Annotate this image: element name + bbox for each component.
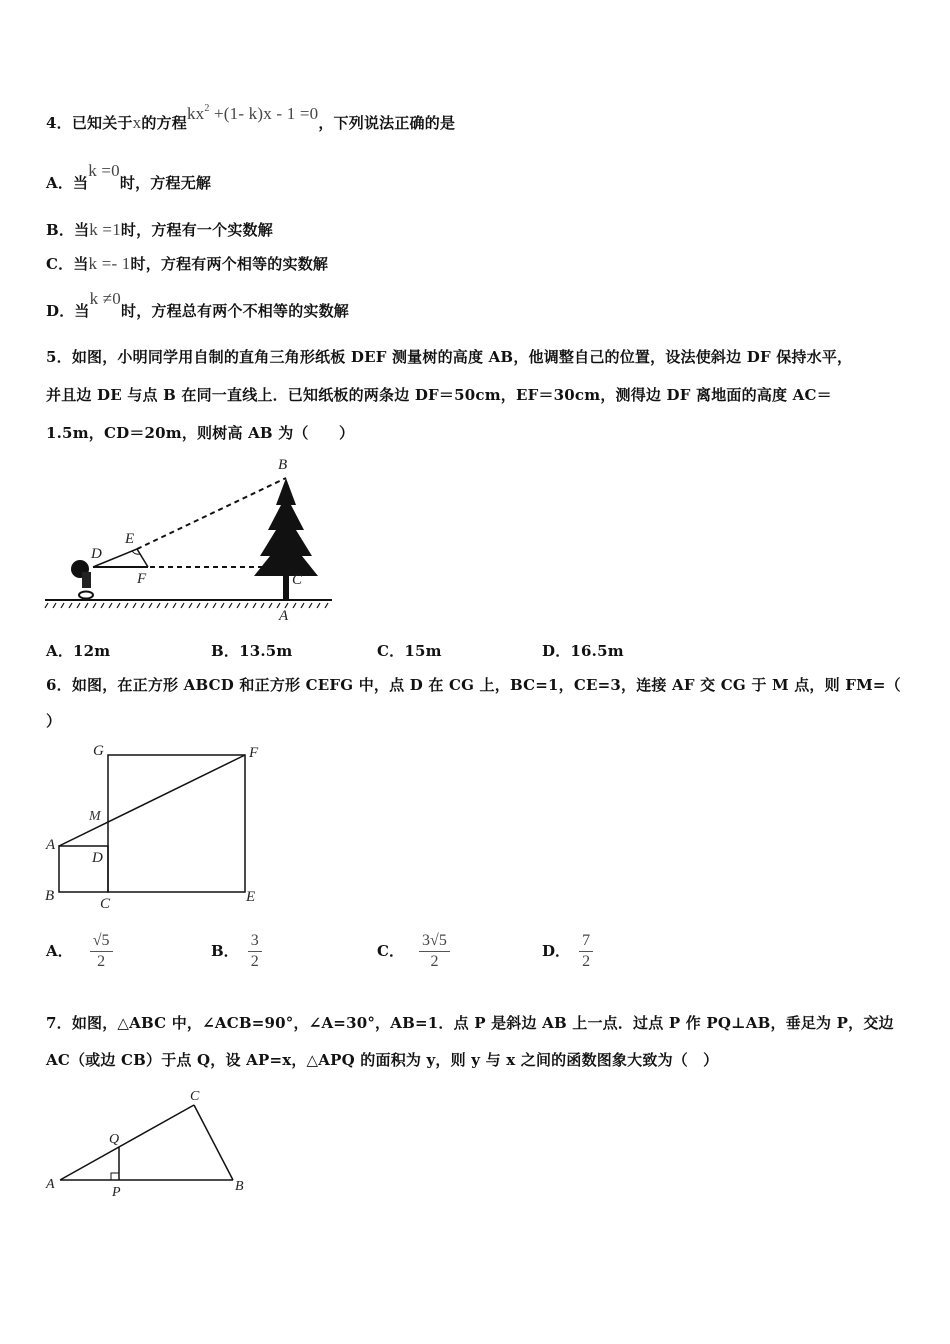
- person-icon: [71, 560, 93, 599]
- option-label: D．当: [46, 302, 90, 320]
- q5-stem-line-2: 并且边 DE 与点 B 在同一直线上．已知纸板的两条边 DF＝50cm，EF＝30cm，测得边 DF 离地面的高度 AC＝: [46, 386, 832, 404]
- svg-text:B: B: [45, 888, 55, 904]
- svg-text:B: B: [235, 1179, 244, 1194]
- q4-option-b: [46, 219, 273, 240]
- q4-option-d: [46, 289, 350, 321]
- svg-text:E: E: [246, 889, 256, 905]
- squares-figure: [40, 735, 280, 915]
- denominator: 2: [430, 953, 439, 970]
- eq-exponent: 2: [204, 103, 210, 114]
- tree-measurement-figure: [40, 450, 350, 630]
- option-math: k =0: [88, 161, 120, 180]
- numerator: √5: [90, 932, 113, 952]
- q4-stem-mid: 的方程: [141, 114, 187, 132]
- q4-option-c: [46, 253, 328, 274]
- tree-icon: [254, 478, 318, 600]
- q4-stem-suffix: ，下列说法正确的是: [318, 114, 456, 132]
- option-label: A．当: [46, 174, 89, 192]
- q5-option-c: C．15m: [377, 642, 442, 660]
- option-math: k =- 1: [88, 254, 131, 273]
- svg-text:F: F: [137, 571, 147, 587]
- q6-stem-line-2: ）: [46, 712, 62, 730]
- svg-text:B: B: [278, 457, 288, 473]
- triangle-apq-figure: [40, 1080, 260, 1210]
- option-math: k =1: [89, 220, 121, 239]
- fraction: [248, 932, 262, 971]
- option-label: C．当: [46, 255, 89, 273]
- svg-text:D: D: [92, 850, 103, 866]
- option-label: B．: [211, 942, 239, 960]
- numerator: 3: [248, 932, 262, 952]
- option-label: C．: [377, 942, 404, 960]
- svg-text:A: A: [46, 1177, 55, 1192]
- option-label: A．: [46, 942, 73, 960]
- q6-option-d: [542, 932, 593, 971]
- q4-stem: [46, 103, 456, 133]
- q6-option-b: [211, 932, 262, 971]
- q5-option-a: A．12m: [46, 642, 111, 660]
- svg-text:G: G: [93, 743, 104, 759]
- q5-stem-line-3: 1.5m，CD＝20m，则树高 AB 为（ ）: [46, 424, 355, 442]
- svg-text:C: C: [100, 896, 111, 912]
- svg-text:A: A: [279, 608, 289, 624]
- fraction: [419, 932, 450, 971]
- fraction: [90, 932, 113, 971]
- svg-text:A: A: [46, 837, 56, 853]
- svg-text:F: F: [249, 745, 259, 761]
- q6-option-c: [377, 932, 450, 971]
- q4-equation: [187, 104, 318, 123]
- option-text: 时，方程有一个实数解: [120, 221, 273, 239]
- q7-stem-line-1: 7．如图，△ABC 中，∠ACB=90°，∠A=30°，AB=1．点 P 是斜边 AB 上一点．过点 P 作 PQ⊥AB，垂足为 P，交边: [46, 1014, 894, 1032]
- option-text: 时，方程总有两个不相等的实数解: [121, 302, 350, 320]
- denominator: 2: [97, 953, 106, 970]
- numerator: 3√5: [419, 932, 450, 952]
- option-text: 时，方程有两个相等的实数解: [130, 255, 329, 273]
- eq-part-b: +(1- k)x - 1 =0: [209, 104, 319, 123]
- svg-text:P: P: [112, 1185, 121, 1200]
- q5-option-d: D．16.5m: [542, 642, 624, 660]
- q4-stem-prefix: 4．已知关于: [46, 114, 133, 132]
- denominator: 2: [250, 953, 259, 970]
- q6-option-a: [46, 932, 113, 971]
- numerator: 7: [579, 932, 593, 952]
- svg-text:Q: Q: [109, 1132, 120, 1147]
- option-label: B．当: [46, 221, 90, 239]
- q5-stem-line-1: 5．如图，小明同学用自制的直角三角形纸板 DEF 测量树的高度 AB，他调整自己的位置，设法使斜边 DF 保持水平，: [46, 348, 853, 366]
- option-math: k ≠0: [89, 289, 121, 308]
- eq-part-a: kx: [186, 104, 205, 123]
- svg-text:D: D: [91, 546, 102, 562]
- svg-text:C: C: [190, 1089, 200, 1104]
- q4-variable: x: [132, 113, 142, 132]
- q5-option-b: B．13.5m: [211, 642, 293, 660]
- option-text: 时，方程无解: [119, 174, 212, 192]
- option-label: D．: [542, 942, 571, 960]
- svg-text:E: E: [125, 531, 135, 547]
- q6-stem-line-1: 6．如图，在正方形 ABCD 和正方形 CEFG 中，点 D 在 CG 上，BC=1，CE=3，连接 AF 交 CG 于 M 点，则 FM=（: [46, 676, 901, 694]
- svg-text:C: C: [292, 572, 303, 588]
- svg-text:M: M: [89, 809, 101, 824]
- q7-stem-line-2: AC（或边 CB）于点 Q，设 AP=x，△APQ 的面积为 y，则 y 与 x 之间的函数图象大致为（ ）: [46, 1051, 719, 1069]
- fraction: [579, 932, 593, 971]
- denominator: 2: [582, 953, 591, 970]
- q4-option-a: [46, 161, 212, 193]
